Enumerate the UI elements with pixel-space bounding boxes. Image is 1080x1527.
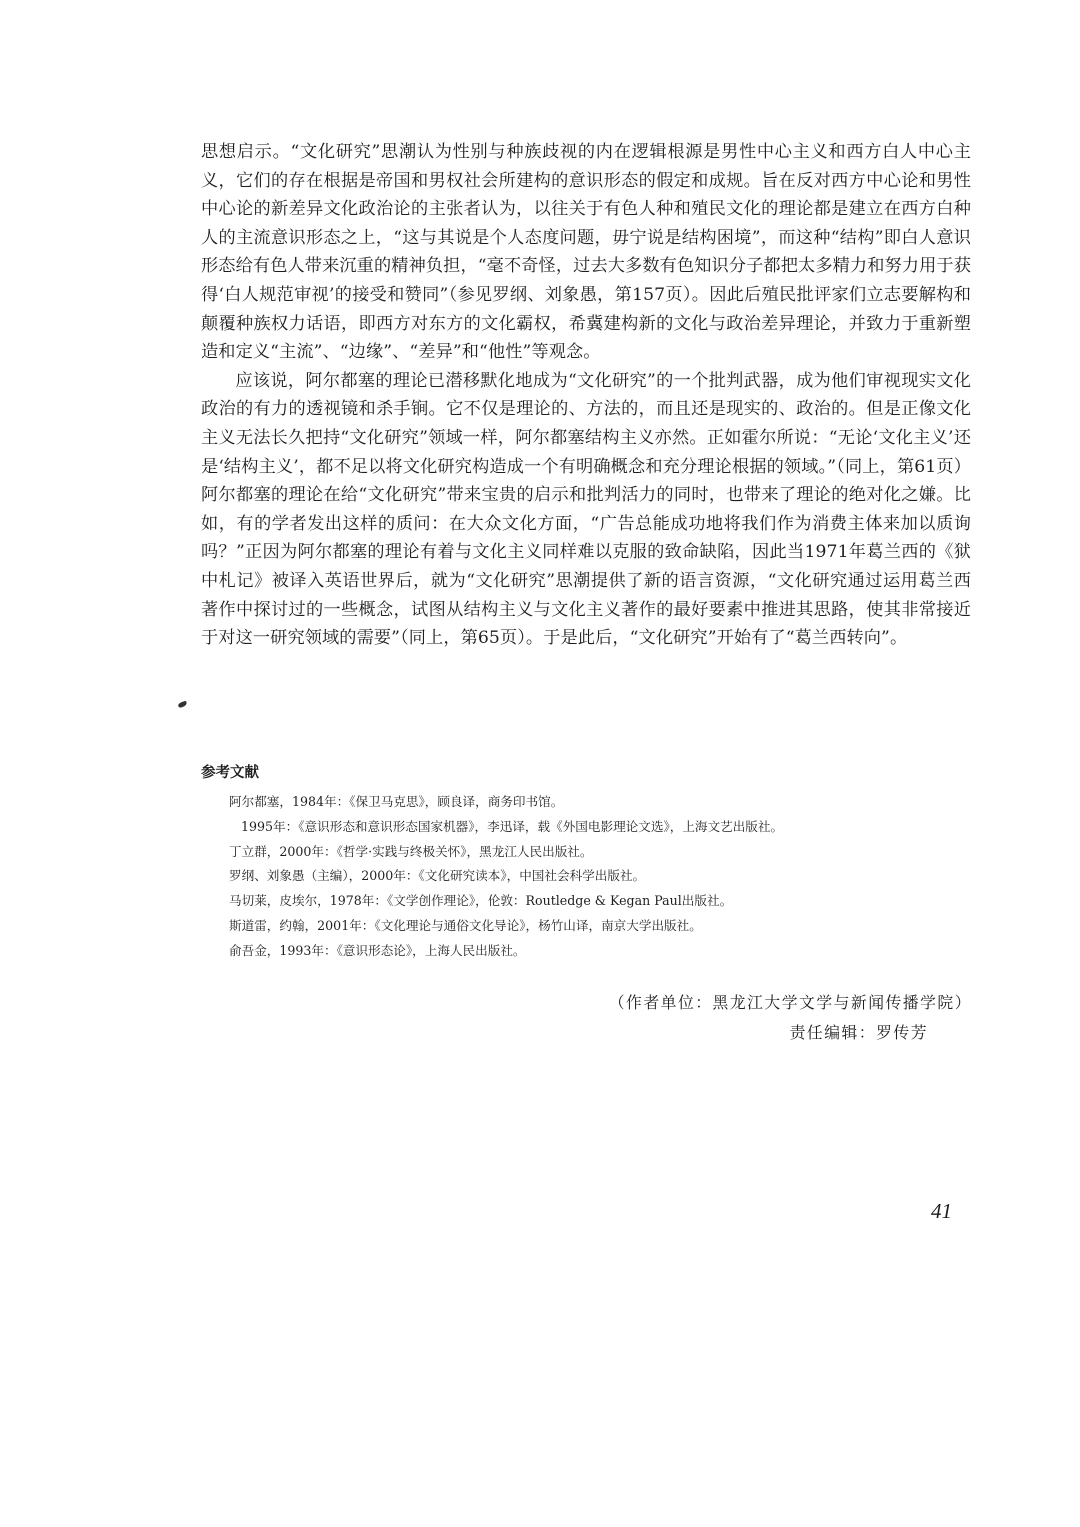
reference-item: 马切莱，皮埃尔，1978年：《文学创作理论》，伦敦：Routledge & Kegan Paul出版社。 [229, 893, 733, 909]
page-number: 41 [931, 1199, 952, 1223]
author-info [609, 988, 972, 1048]
article-body [201, 138, 971, 653]
reference-item: 1995年：《意识形态和意识形态国家机器》，李迅译，载《外国电影理论文选》，上海文艺出版社。 [241, 818, 784, 834]
references-heading: 参考文献 [201, 765, 259, 781]
scan-mark [177, 701, 187, 709]
reference-item: 阿尔都塞，1984年：《保卫马克思》，顾良译，商务印书馆。 [229, 794, 564, 809]
reference-item: 俞吾金，1993年：《意识形态论》，上海人民出版社。 [229, 942, 526, 958]
paragraph: 应该说，阿尔都塞的理论已潜移默化地成为“文化研究”的一个批判武器，成为他们审视现实文化政治的有力的透视镜和杀手锏。它不仅是理论的、方法的，而且还是现实的、政治的。但是正像文化主义无法长久把持“文化研究”领域一样，阿尔都塞结构主义亦然。正如霍尔所说：“无论‘文化主义’还是‘结构主义’，都不足以将文化研究构造成一个有明确概念和充分理论根据的领域。”（同上，第61页）阿尔都塞的理论在给“文化研究”带来宝贵的启示和批判活力的同时，也带来了理论的绝对化之嫌。比如，有的学者发出这样的质问：在大众文化方面，“广告总能成功地将我们作为消费主体来加以质询吗？”正因为阿尔都塞的理论有着与文化主义同样难以克服的致命缺陷，因此当1971年葛兰西的《狱中札记》被译入英语世界后，就为“文化研究”思潮提供了新的语言资源，“文化研究通过运用葛兰西著作中探讨过的一些概念，试图从结构主义与文化主义著作的最好要素中推进其思路，使其非常接近于对这一研究领域的需要”（同上，第65页）。于是此后，“文化研究”开始有了“葛兰西转向”。 [201, 370, 971, 649]
reference-item: 罗纲、刘象愚（主编），2000年：《文化研究读本》，中国社会科学出版社。 [229, 868, 646, 884]
reference-item: 丁立群，2000年：《哲学·实践与终极关怀》，黑龙江人民出版社。 [229, 843, 593, 859]
reference-item: 斯道雷，约翰，2001年：《文化理论与通俗文化导论》，杨竹山译，南京大学出版社。 [229, 917, 702, 933]
paragraph: 思想启示。“文化研究”思潮认为性别与种族歧视的内在逻辑根源是男性中心主义和西方白人中心主义，它们的存在根据是帝国和男权社会所建构的意识形态的假定和成规。旨在反对西方中心论和男性中心论的新差异文化政治论的主张者认为，以往关于有色人种和殖民文化的理论都是建立在西方白种人的主流意识形态之上，“这与其说是个人态度问题，毋宁说是结构困境”，而这种“结构”即白人意识形态给有色人带来沉重的精神负担，“毫不奇怪，过去大多数有色知识分子都把太多精力和努力用于获得‘白人规范审视’的接受和赞同”（参见罗纲、刘象愚，第157页）。因此后殖民批评家们立志要解构和颠覆种族权力话语，即西方对东方的文化霸权，希冀建构新的文化与政治差异理论，并致力于重新塑造和定义“主流”、“边缘”、“差异”和“他性”等观念。 [201, 142, 971, 363]
references-section [201, 762, 971, 964]
author-affiliation: （作者单位：黑龙江大学文学与新闻传播学院） [608, 993, 972, 1012]
responsible-editor: 责任编辑：罗传芳 [789, 1023, 928, 1042]
